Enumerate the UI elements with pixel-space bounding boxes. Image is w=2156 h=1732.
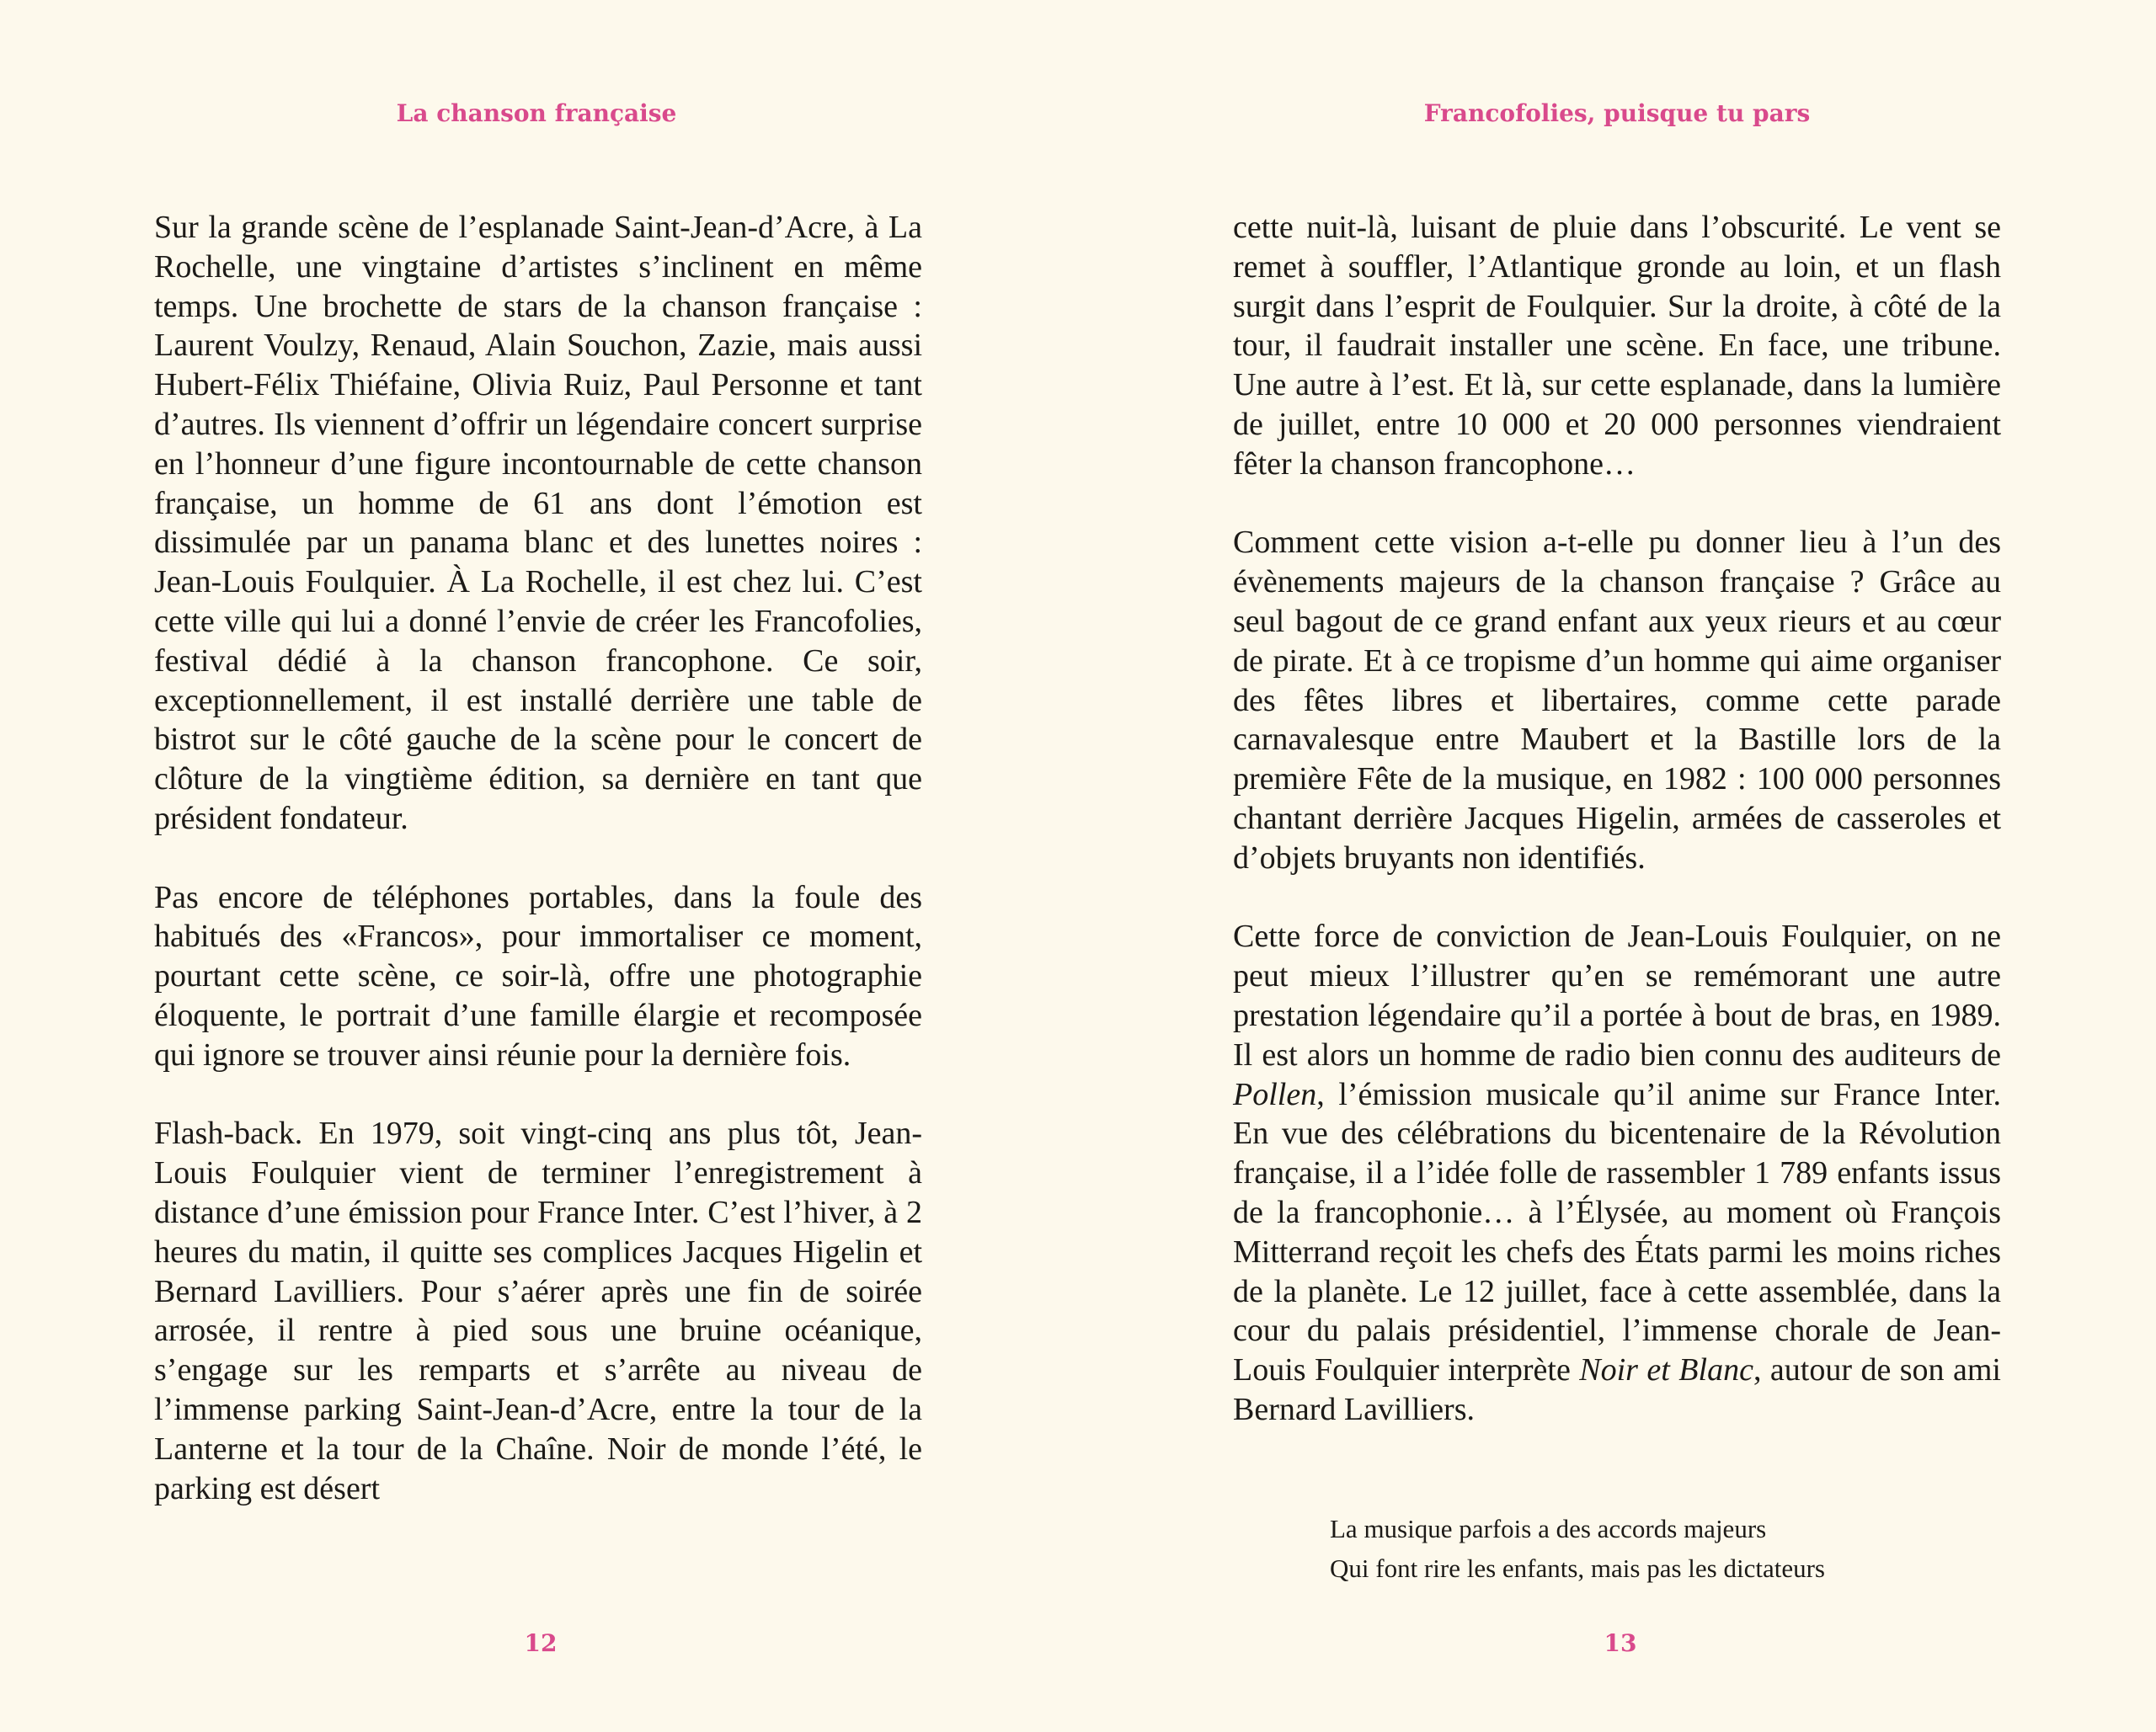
song-title-noir-et-blanc: Noir et Blanc (1579, 1352, 1753, 1388)
paragraph (1233, 917, 2001, 1429)
paragraph: Comment cette vision a-t-elle pu donner lieu à l’un des évènements majeurs de la chanson française ? Grâce au seul bagout de ce grand enfant aux yeux rieurs et au cœur de pirate. Et à ce tropisme d’un homme qui aime organiser des fêtes libres et libertaires, comme cette parade carnavalesque entre Maubert et la Bastille lors de la première Fête de la musique, en 1982 : 100 000 personnes chantant derrière Jacques Higelin, armées de casseroles et d’objets bruyants non identifiés. (1233, 525, 2001, 876)
paragraph-text: , l’émission musicale qu’il anime sur France Inter. En vue des célébrations du bicentenaire de la Révolution française, il a l’idée folle de rassembler 1 789 enfants issus de la francophonie… à l’Élysée, au moment où François Mitterrand reçoit les chefs des États parmi les moins riches de la planète. Le 12 juillet, face à cette assemblée, dans la cour du palais présidentiel, l’immense chorale de Jean-Louis Foulquier interprète (1233, 1076, 2001, 1388)
paragraph: cette nuit-là, luisant de pluie dans l’obscurité. Le vent se remet à souffler, l’Atlantique gronde au loin, et un flash surgit dans l’esprit de Foulquier. Sur la droite, à côté de la tour, il faudrait installer une scène. En face, une tribune. Une autre à l’est. Et là, sur cette esplanade, dans la lumière de juillet, entre 10 000 et 20 000 personnes viendraient fêter la chanson francophone… (1233, 210, 2001, 482)
paragraph: Sur la grande scène de l’esplanade Saint-Jean-d’Acre, à La Rochelle, une vingtaine d’artistes s’inclinent en même temps. Une brochette de stars de la chanson française : Laurent Voulzy, Renaud, Alain Souchon, Zazie, mais aussi Hubert-Félix Thiéfaine, Olivia Ruiz, Paul Personne et tant d’autres. Ils viennent d’offrir un légendaire concert surprise en l’honneur d’une figure incontournable de cette chanson française, un homme de 61 ans dont l’émotion est dissimulée par un panama blanc et des lunettes noires : Jean-Louis Foulquier. À La Rochelle, il est chez lui. C’est cette ville qui lui a donné l’envie de créer les Francofolies, festival dédié à la chanson francophone. Ce soir, exceptionnellement, il est installé derrière une table de bistrot sur le côté gauche de la scène pour le concert de clôture de la vingtième édition, sa dernière en tant que président fondateur. (154, 210, 922, 836)
paragraph-text: Cette force de conviction de Jean-Louis Foulquier, on ne peut mieux l’illustrer qu’en se remémorant une autre prestation légendaire qu’il a portée à bout de bras, en 1989. Il est alors un homme de radio bien connu des auditeurs de (1233, 919, 2001, 1073)
running-head-left: La chanson française (396, 99, 677, 127)
verse-line: Qui font rire les enfants, mais pas les dictateurs (1330, 1553, 1825, 1583)
paragraph: Flash-back. En 1979, soit vingt-cinq ans plus tôt, Jean-Louis Foulquier vient de terminer l’enregistrement à distance d’une émission pour France Inter. C’est l’hiver, à 2 heures du matin, il quitte ses complices Jacques Higelin et Bernard Lavilliers. Pour s’aérer après une fin de soirée arrosée, il rentre à pied sous une bruine océanique, s’engage sur les remparts et s’arrête au niveau de l’immense parking Saint-Jean-d’Acre, entre la tour de la Lanterne et la tour de la Chaîne. Noir de monde l’été, le parking est désert (154, 1116, 922, 1506)
body-text-left (154, 208, 922, 1548)
program-title-pollen: Pollen (1233, 1076, 1317, 1112)
right-page (1078, 0, 2156, 1732)
paragraph-text: , autour de son ami Bernard Lavilliers. (1233, 1352, 2001, 1427)
body-text-right (1233, 208, 2001, 1469)
song-verse (1330, 1509, 1970, 1588)
running-head-right: Francofolies, puisque tu pars (1423, 99, 1811, 127)
paragraph: Pas encore de téléphones portables, dans la foule des habitués des «Francos», pour immortaliser ce moment, pourtant cette scène, ce soir-là, offre une photographie éloquente, le portrait d’une famille élargie et recomposée qui ignore se trouver ainsi réunie pour la dernière fois. (154, 879, 922, 1073)
page-number-right: 13 (1604, 1629, 1637, 1657)
page-number-left: 12 (524, 1629, 558, 1657)
verse-line: La musique parfois a des accords majeurs (1330, 1514, 1767, 1543)
